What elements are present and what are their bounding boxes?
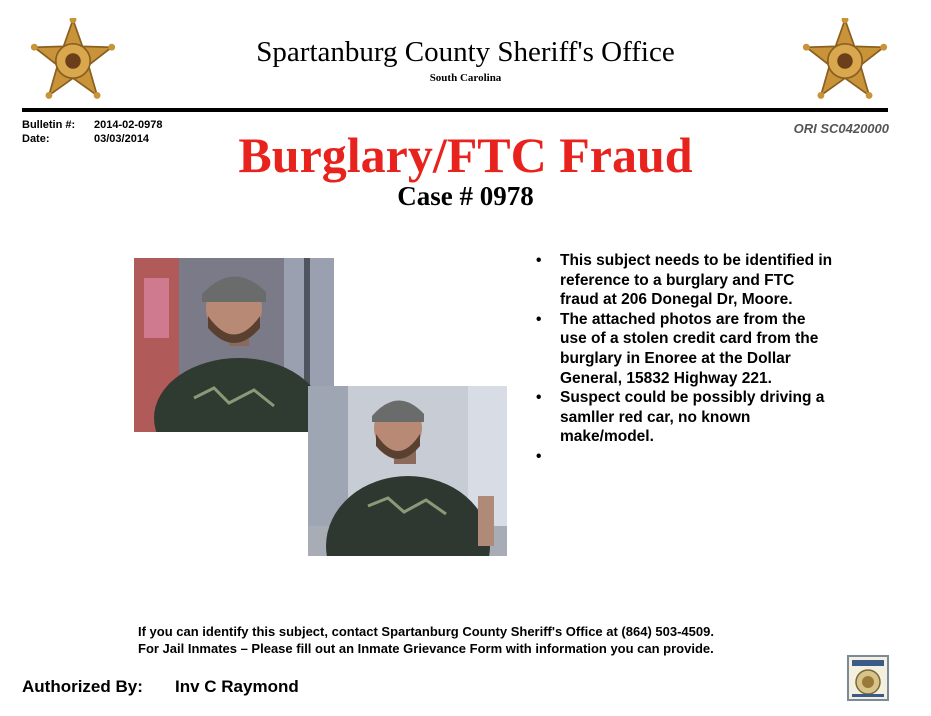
contact-line-1: If you can identify this subject, contact Spartanburg County Sheriff's Office at (864) 503-4509. bbox=[138, 624, 714, 639]
bulletin-number-label: Bulletin #: bbox=[22, 119, 76, 131]
authorized-by bbox=[22, 677, 299, 697]
agency-state: South Carolina bbox=[429, 72, 502, 84]
detail-item: • The attached photos are from the use of a stolen credit card from the burglary in Enoree at the Dollar General, 15832 Highway 221. bbox=[534, 310, 834, 388]
bulletin-number-value: 2014-02-0978 bbox=[94, 119, 163, 131]
suspect-photo-2 bbox=[308, 386, 507, 556]
county-seal-icon bbox=[847, 655, 889, 701]
authorized-name: Inv C Raymond bbox=[175, 677, 299, 696]
contact-info bbox=[138, 623, 714, 657]
date-label: Date: bbox=[22, 133, 50, 145]
detail-item: • Suspect could be possibly driving a samller red car, no known make/model. bbox=[534, 388, 834, 447]
agency-name: Spartanburg County Sheriff's Office bbox=[256, 36, 675, 68]
authorized-label: Authorized By: bbox=[22, 677, 143, 696]
detail-item: • This subject needs to be identified in reference to a burglary and FTC fraud at 206 Donegal Dr, Moore. bbox=[534, 251, 834, 310]
detail-item bbox=[534, 447, 834, 467]
suspect-photo-1 bbox=[134, 258, 334, 432]
ori-number: ORI SC0420000 bbox=[793, 121, 889, 136]
bulletin-title: Burglary/FTC Fraud bbox=[238, 127, 693, 183]
contact-line-2: For Jail Inmates – Please fill out an Inmate Grievance Form with information you can provide. bbox=[138, 641, 714, 656]
header-divider bbox=[22, 108, 888, 112]
case-number: Case # 0978 bbox=[397, 181, 534, 211]
date-value: 03/03/2014 bbox=[94, 133, 150, 145]
details-list bbox=[534, 251, 834, 467]
